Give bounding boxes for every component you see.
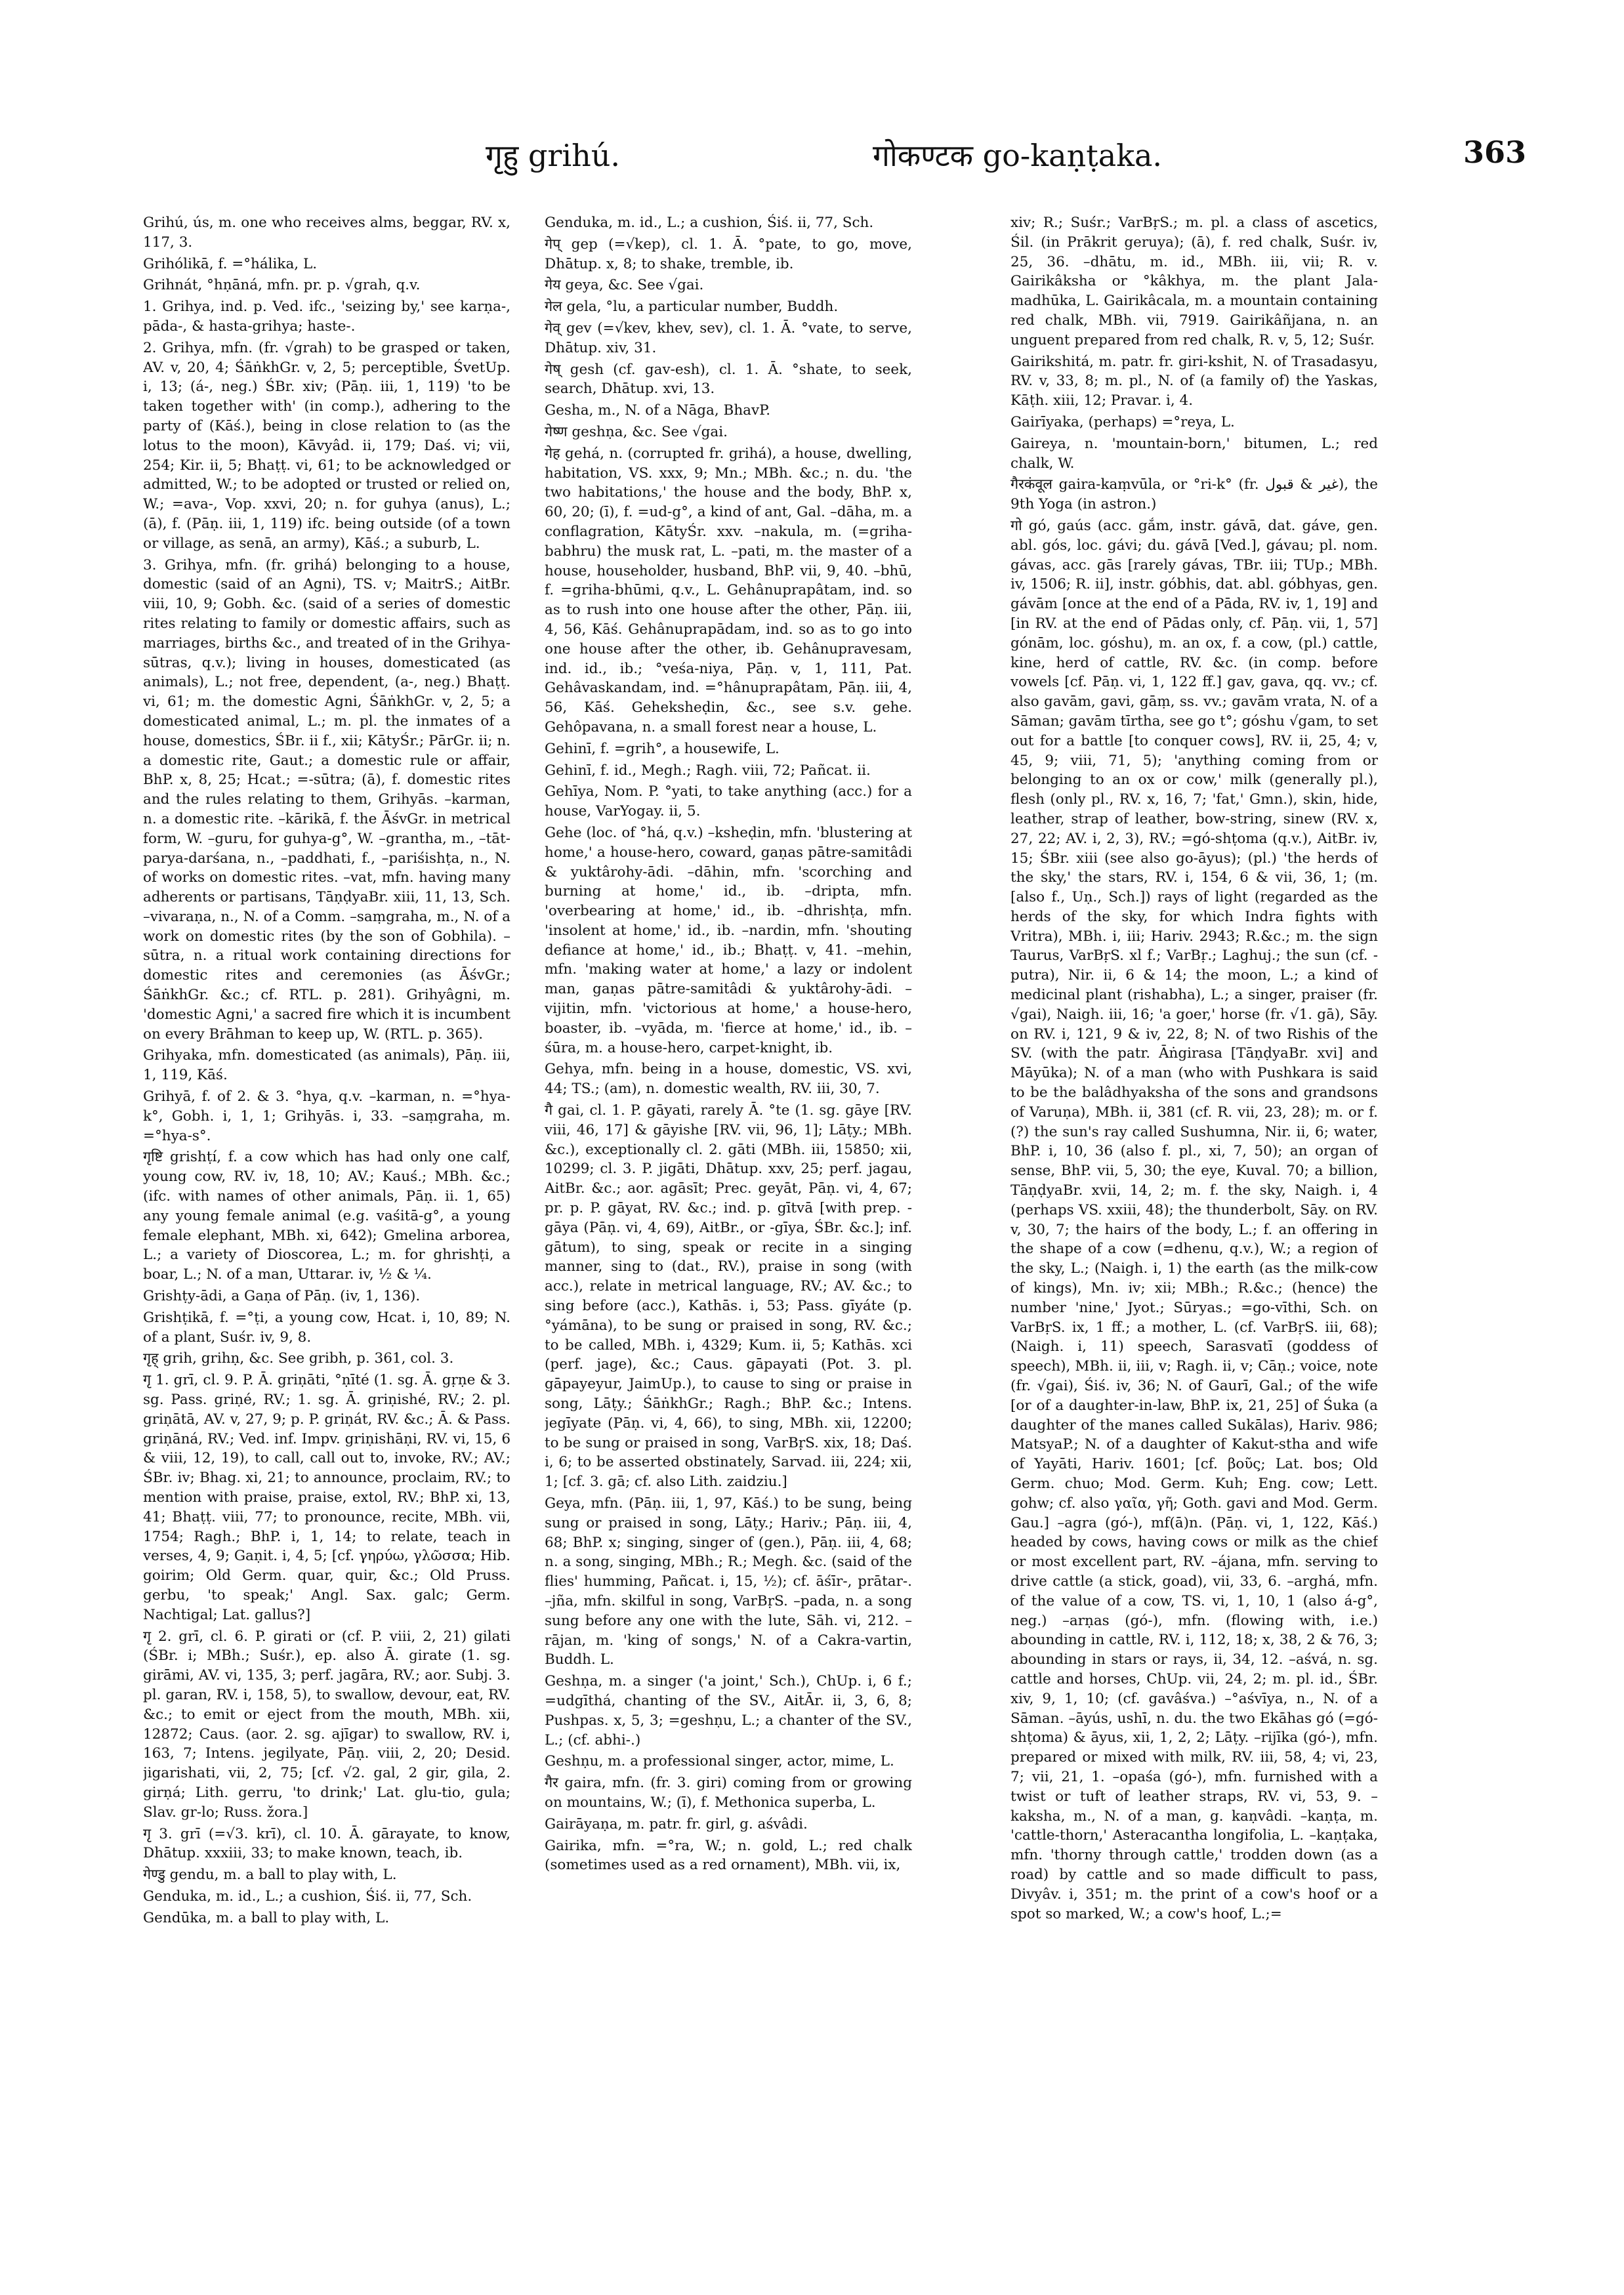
column-2 (545, 213, 912, 2221)
dictionary-entry: गेह gehá, n. (corrupted fr. grihá), a house, dwelling, habitation, VS. xxx, 9; Mn.; MBh. &c.; n. du. 'the two habitations,' the house and the body, BhP. x, 60, 20; (ī), f. =ud-g°, a kind of ant, Gal. –dāha, m. a conflagration, KātyŚr. xxv. –nakula, m. (=griha-babhru) the musk rat, L. –pati, m. the master of a house, householder, husband, BhP. vii, 9, 40. –bhū, f. =griha-bhūmi, q.v., L. Gehânuprapâtam, ind. so as to rush into one house after the other, Pāṇ. iii, 4, 56, Kāś. Gehânuprapādam, ind. so as to go into one house after the other, ib. Gehânupravesam, ind. id., ib.; °veśa-niya, Pāṇ. v, 1, 111, Pat. Gehâvaskandam, ind. =°hânuprapâtam, Pāṇ. iii, 4, 56, Kāś. Geheksheḍin, &c., see s.v. gehe. Gehôpavana, n. a small forest near a house, L. (545, 445, 912, 735)
dictionary-entry: Gairīyaka, (perhaps) =°reya, L. (1010, 413, 1235, 430)
column-3 (1010, 213, 1378, 2221)
dictionary-entry: गेय geya, &c. See √gai. (545, 277, 704, 294)
dictionary-entry: गेव् gev (=√kev, khev, sev), cl. 1. Ā. °vate, to serve, Dhātup. xiv, 31. (545, 320, 912, 356)
dictionary-entry: 2. Grihya, mfn. (fr. √grah) to be grasped or taken, AV. v, 20, 4; ŚāṅkhGr. v, 2, 5; perceptible, ŚvetUp. i, 13; (á-, neg.) ŚBr. xiv; (Pāṇ. iii, 1, 119) 'to be taken together with' (in comp.), adhering to the party of (Kāś.), being in close relation to (as the lotus to the moon), Kāvyâd. ii, 179; Daś. vi; vii, 254; Kir. ii, 5; Bhaṭṭ. vi, 61; to be acknowledged or admitted, W.; to be adopted or trusted or relied on, W.; =ava-, Vop. xxvi, 20; n. for guhya (anus), L.; (ā), f. (Pāṇ. iii, 1, 119) ifc. being outside (of a town or village, as senā, an army), Kāś.; a suburb, L. (143, 339, 510, 552)
dictionary-entry: Grihú, ús, m. one who receives alms, beggar, RV. x, 117, 3. (143, 215, 510, 251)
dictionary-entry: Geshṇa, m. a singer ('a joint,' Sch.), ChUp. i, 6 f.; =udgīthá, chanting of the SV., AitĀr. ii, 3, 6, 8; Pushpas. x, 5, 3; =geshṇu, L.; a chanter of the SV., L.; (cf. abhi-.) (545, 1673, 912, 1748)
dictionary-entry: 1. Grihya, ind. p. Ved. ifc., 'seizing by,' see karṇa-, pāda-, & hasta-grihya; haste-. (143, 299, 510, 335)
dictionary-entry: Gairikshitá, m. patr. fr. giri-kshit, N. of Trasadasyu, RV. v, 33, 8; m. pl., N. of (a family of) the Yaskas, Kāṭh. xiii, 12; Pravar. i, 4. (1010, 353, 1378, 409)
dictionary-entry: गो gó, gaús (acc. gắm, instr. gávā, dat. gáve, gen. abl. gós, loc. gávi; du. gávā [Ved.], gávau; pl. nom. gávas, acc. gās [rarely gávas, TBr. iii; TUp.; MBh. iv, 1506; R. ii], instr. góbhis, dat. abl. góbhyas, gen. gávām [once at the end of a Pāda, RV. iv, 1, 19] and [in RV. at the end of Pādas only, cf. Pāṇ. vii, 1, 57] gónām, loc. góshu), m. an ox, f. a cow, (pl.) cattle, kine, herd of cattle, RV. &c. (in comp. before vowels [cf. Pāṇ. vi, 1, 122 ff.] gav, gava, qq. vv.; cf. also gavām, gavi, gāṃ, ss. vv.; gavām vrata, N. of a Sāman; gavām tīrtha, see go t°; góshu √gam, to set out for a battle [to conquer cows], RV. ii, 25, 4; v, 45, 9; viii, 71, 5); 'anything coming from or belonging to an ox or cow,' milk (generally pl.), flesh (only pl., RV. x, 16, 7; 'fat,' Gmn.), skin, hide, leather, strap of leather, bow-string, sinew (RV. x, 27, 22; AV. i, 2, 3), RV.; =gó-shṭoma (q.v.), AitBr. iv, 15; ŚBr. xiii (see also go-āyus); (pl.) 'the herds of the sky,' the stars, RV. i, 154, 6 & vii, 36, 1; (m. [also f., Uṇ., Sch.]) rays of light (regarded as the herds of the sky, for which Indra fights with Vritra), MBh. i, iii; Hariv. 2943; R.&c.; m. the sign Taurus, VarBṛS. xl f.; VarBṛ.; Laghuj.; the sun (cf. -putra), Nir. ii, 6 & 14; the moon, L.; a kind of medicinal plant (rishabha), L.; a singer, praiser (fr. √gai), Naigh. iii, 16; 'a goer,' horse (fr. √1. gā), Sāy. on RV. i, 121, 9 & iv, 22, 8; N. of two Rishis of the SV. (with the patr. Āṅgirasa [TāṇḍyaBr. xvi] and Māyūka); N. of a man (who with Pushkara is said to be the balâdhyaksha of the sons and grandsons of Varuṇa), MBh. ii, 381 (cf. R. vii, 23, 28); m. or f. (?) the sun's ray called Sushumna, Nir. ii, 6; water, BhP. i, 10, 36 (also f. pl., xi, 7, 50); an organ of sense, BhP. vii, 5, 30; the eye, Kuval. 70; a billion, TāṇḍyaBr. xvii, 14, 2; m. f. the sky, Naigh. i, 4 (perhaps VS. xxiii, 48); the thunderbolt, Sāy. on RV. v, 30, 7; the hairs of the body, L.; f. an offering in the shape of a cow (=dhenu, q.v.), W.; a region of the sky, L.; (Naigh. i, 1) the earth (as the milk-cow of kings), Mn. iv; xii; MBh.; R.&c.; (hence) the number 'nine,' Jyot.; Sūryas.; =go-vīthi, Sch. on VarBṛS. ix, 1 ff.; a mother, L. (cf. VarBṛS. iii, 68); (Naigh. i, 11) speech, Sarasvatī (goddess of speech), MBh. ii, iii, v; Ragh. ii, v; Cāṇ.; voice, note (fr. √gai), Śiś. iv, 36; N. of Gaurī, Gal.; of the wife [or of a daughter-in-law, BhP. ix, 21, 25] of Śuka (a daughter of the manes called Sukālas), Hariv. 986; MatsyaP.; N. of a daughter of Kakut-stha and wife of Yayāti, Hariv. 1601; [cf. βοῦς; Lat. bos; Old Germ. chuo; Mod. Germ. Kuh; Eng. cow; Lett. gohw; cf. also γαῖα, γῆ; Goth. gavi and Mod. Germ. Gau.] –agra (gó-), mf(ā)n. (Pāṇ. vi, 1, 122, Kāś.) headed by cows, having cows or milk as the chief or most excellent part, RV. –ájana, mfn. serving to drive cattle (a stick, goad), vii, 33, 6. –arghá, mfn. of the value of a cow, TS. vi, 1, 10, 1 (also á-g°, neg.) –arṇas (gó-), mfn. (flowing with, i.e.) abounding in cattle, RV. i, 112, 18; x, 38, 2 & 76, 3; abounding in stars or rays, ii, 34, 12. –aśvá, n. sg. cattle and horses, ChUp. vii, 24, 2; m. pl. id., ŚBr. xiv, 9, 1, 10; (cf. gavâśva.) –°aśvīya, n., N. of a Sāman. –āyús, ushī, n. du. the two Ekāhas gó (=gó-shṭoma) & āyus, xii, 1, 2, 2; Lāṭy. –rijīka (gó-), mfn. prepared or mixed with milk, RV. iii, 58, 4; vi, 23, 7; vii, 21, 1. –opaśa (gó-), mfn. furnished with a twist or tuft of leather straps, RV. vi, 53, 9. –kaksha, m., N. of a man, g. kaṇvâdi. –kaṇṭa, m. 'cattle-thorn,' Asteracantha longifolia, L. –kaṇṭaka, mfn. 'thorny through cattle,' trodden down (as a road) by cattle and so made difficult to pass, Divyâv. i, 351; m. the print of a cow's hoof or a spot so marked, W.; a cow's hoof, L.;= (1010, 517, 1378, 1922)
dictionary-entry: गृष्टि grishṭí, f. a cow which has had only one calf, young cow, RV. iv, 18, 10; AV.; Kauś.; MBh. &c.; (ifc. with names of other animals, Pāṇ. ii. 1, 65) any young female animal (e.g. vaśitā-g°, a young female elephant, MBh. xi, 642); Gmelina arborea, L.; a variety of Dioscorea, L.; m. for ghrishṭi, a boar, L.; N. of a man, Uttarar. iv, ½ & ¼. (143, 1149, 510, 1283)
dictionary-entry: Grihyaka, mfn. domesticated (as animals), Pāṇ. iii, 1, 119, Kāś. (143, 1047, 510, 1084)
dictionary-entry: Geya, mfn. (Pāṇ. iii, 1, 97, Kāś.) to be sung, being sung or praised in song, Lāṭy.; Hariv.; Pāṇ. iii, 4, 68; BhP. x; singing, singer of (gen.), Pāṇ. iii, 4, 68; n. a song, singing, MBh.; R.; Megh. &c. (said of the flies' humming, Pañcat. i, 15, ½); cf. āśīr-, prātar-. –jña, mfn. skilful in song, VarBṛS. –pada, n. a song sung before any one with the lute, Sāh. vi, 212. –rājan, m. 'king of songs,' N. of a Cakra-vartin, Buddh. L. (545, 1495, 912, 1668)
dictionary-entry: गै gai, cl. 1. P. gāyati, rarely Ā. °te (1. sg. gāye [RV. viii, 46, 17] & gāyishe [RV. vii, 96, 1]; Lāṭy.; MBh. &c.), exceptionally cl. 2. gāti (MBh. iii, 15850; xii, 10299; cl. 3. P. jigāti, Dhātup. xxv, 25; perf. jagau, AitBr. &c.; aor. agāsīt; Prec. geyāt, Pāṇ. vi, 4, 67; pr. p. P. gāyat, RV. &c.; ind. p. gītvā [with prep. -gāya (Pāṇ. vi, 4, 69), AitBr., or -gīya, ŚBr. &c.]; inf. gātum), to sing, speak or recite in a singing manner, sing to (dat., RV.), praise in song (with acc.), relate in metrical language, RV.; AV. &c.; to sing before (acc.), Kathās. i, 53; Pass. gīyáte (p. °yámāna), to be sung or praised in song, RV. &c.; to be called, MBh. i, 4329; Kum. ii, 5; Kathās. xci (perf. jage), &c.; Caus. gāpayati (Pot. 3. pl. gāpayeyur, JaimUp.), to cause to sing or praise in song, Lāṭy.; ŚāṅkhGr.; Ragh.; BhP. &c.; Intens. jegīyate (Pāṇ. vi, 4, 66), to sing, MBh. xii, 12200; to be sung or praised in song, VarBṛS. xix, 18; Daś. i, 6; to be asserted obstinately, Sarvad. iii, 224; xii, 1; [cf. 3. gā; cf. also Lith. zaidziu.] (545, 1102, 912, 1491)
dictionary-entry: गेण्डु gendu, m. a ball to play with, L. (143, 1867, 397, 1884)
dictionary-entry: गैर gaira, mfn. (fr. 3. giri) coming from or growing on mountains, W.; (ī), f. Methonica superba, L. (545, 1775, 912, 1811)
page-number: 363 (1463, 134, 1527, 170)
dictionary-entry: गृ 3. grī (=√3. krī), cl. 10. Ā. gārayate, to know, Dhātup. xxxiii, 33; to make known, teach, ib. (143, 1825, 510, 1862)
dictionary-entry: Genduka, m. id., L.; a cushion, Śiś. ii, 77, Sch. (143, 1888, 472, 1905)
dictionary-entry: गेप् gep (=√kep), cl. 1. Ā. °pate, to go, move, Dhātup. x, 8; to shake, tremble, ib. (545, 236, 912, 272)
dictionary-entry: xiv; R.; Suśr.; VarBṛS.; m. pl. a class of ascetics, Śil. (in Prākrit geruya); (ā), f. red chalk, Suśr. iv, 25, 36. –dhātu, m. id., MBh. iii, vii; R. v. Gairikâksha or °kâkhya, m. the plant Jala-madhūka, L. Gairikâcala, m. a mountain containing red chalk, MBh. vii, 7919. Gairikâñjana, n. an unguent prepared from red chalk, R. v, 5, 12; Suśr. (1010, 215, 1378, 348)
dictionary-entry: Gehe (loc. of °há, q.v.) –ksheḍin, mfn. 'blustering at home,' a house-hero, coward, gaṇas pātre-samitâdi & yuktârohy-ādi. –dāhin, mfn. 'scorching and burning at home,' id., ib. –dripta, mfn. 'overbearing at home,' id., ib. –dhrishṭa, mfn. 'insolent at home,' id., ib. –nardin, mfn. 'shouting defiance at home,' id., ib.; Bhaṭṭ. v, 41. –mehin, mfn. 'making water at home,' a lazy or indolent man, gaṇas pātre-samitâdi & yuktârohy-ādi. –vijitin, mfn. 'victorious at home,' a house-hero, boaster, ib. –vyāda, m. 'fierce at home,' id., ib. –śūra, m. a house-hero, carpet-knight, ib. (545, 824, 912, 1056)
dictionary-entry: Gairāyaṇa, m. patr. fr. girl, g. aśvâdi. (545, 1815, 808, 1832)
column-1 (143, 213, 510, 2221)
dictionary-entry: गृ 1. grī, cl. 9. P. Ā. griṇāti, °ṇīté (1. sg. Ā. gṛṇe & 3. sg. Pass. griṇé, RV.; 1. sg. Ā. griṇishé, RV.; 2. pl. griṇātā, AV. v, 27, 9; p. P. griṇát, RV. &c.; Ā. & Pass. griṇāná, RV.; Ved. inf. Impv. griṇishāṇi, RV. vi, 15, 6 & viii, 12, 19), to call, call out to, invoke, RV.; AV.; ŚBr. iv; Bhag. xi, 21; to announce, proclaim, RV.; to mention with praise, praise, extol, RV.; BhP. xi, 13, 41; Bhaṭṭ. viii, 77; to pronounce, recite, MBh. vii, 1754; Ragh.; BhP. i, 1, 14; to relate, teach in verses, 4, 9; Gaṇit. i, 4, 5; [cf. γηρύω, γλῶσσα; Hib. goirim; Old Germ. quar, quir, &c.; Old Pruss. gerbu, 'to speak;' Angl. Sax. galc; Germ. Nachtigal; Lat. gallus?] (143, 1372, 510, 1623)
dictionary-entry: Grihólikā, f. =°hálika, L. (143, 255, 318, 272)
dictionary-entry: गृह् grih, grihṇ, &c. See gribh, p. 361, col. 3. (143, 1350, 454, 1367)
header-left-guideword: गृहु grihú. (486, 138, 620, 173)
dictionary-entry: Gairika, mfn. =°ra, W.; n. gold, L.; red chalk (sometimes used as a red ornament), MBh. vii, ix, (545, 1837, 912, 1874)
page-header (0, 134, 1624, 187)
dictionary-entry: Gehya, mfn. being in a house, domestic, VS. xvi, 44; TS.; (am), n. domestic wealth, RV. iii, 30, 7. (545, 1061, 912, 1098)
dictionary-entry: Grishṭy-ādi, a Gaṇa of Pāṇ. (iv, 1, 136). (143, 1288, 421, 1305)
dictionary-entry: Grihyā, f. of 2. & 3. °hya, q.v. –karman, n. =°hya-k°, Gobh. i, 1, 1; Grihyās. i, 33. –saṃgraha, m. =°hya-s°. (143, 1088, 510, 1144)
dictionary-entry: गेल gela, °lu, a particular number, Buddh. (545, 299, 839, 316)
dictionary-entry: Gehinī, f. id., Megh.; Ragh. viii, 72; Pañcat. ii. (545, 762, 871, 779)
dictionary-entry: Gaireya, n. 'mountain-born,' bitumen, L.; red chalk, W. (1010, 435, 1378, 472)
dictionary-entry: Gendūka, m. a ball to play with, L. (143, 1909, 390, 1926)
dictionary-entry: Gehīya, Nom. P. °yati, to take anything (acc.) for a house, VarYogay. ii, 5. (545, 783, 912, 820)
dictionary-entry: Genduka, m. id., L.; a cushion, Śiś. ii, 77, Sch. (545, 215, 874, 231)
header-center-guideword: गोकण्टक go-kaṇṭaka. (873, 138, 1163, 173)
dictionary-entry: 3. Grihya, mfn. (fr. grihá) belonging to a house, domestic (said of an Agni), TS. v; MaitrS.; AitBr. viii, 10, 9; Gobh. &c. (said of a series of domestic rites relating to family or domestic affairs, such as marriages, births &c., and treated of in the Grihya-sūtras, q.v.); living in houses, domesticated (as animals), L.; not free, dependent, (a-, neg.) Bhaṭṭ. vi, 61; m. the domestic Agni, ŚāṅkhGr. v, 2, 5; a domesticated animal, L.; m. pl. the inmates of a house, domestics, ŚBr. ii f., xii; KātyŚr.; PārGr. ii; n. a domestic rite, Gaut.; a domestic rule or affair, BhP. x, 8, 25; Hcat.; =-sūtra; (ā), f. domestic rites and the rules relating to them, Grihyās. –karman, n. a domestic rite. –kārikā, f. the ĀśvGr. in metrical form, W. –guru, for guhya-g°, W. –grantha, m., –tāt-parya-darśana, n., –paddhati, f., –pariśishṭa, n., N. of works on domestic rites. –vat, mfn. having many adherents or partisans, TāṇḍyaBr. xiii, 11, 13, Sch. –vivaraṇa, n., N. of a Comm. –saṃgraha, m., N. of a work on domestic rites (by the son of Gobhila). –sūtra, n. a ritual work containing directions for domestic rites and ceremonies (as ĀśvGr.; ŚāṅkhGr. &c.; cf. RTL. p. 281). Grihyâgni, m. 'domestic Agni,' a sacred fire which it is incumbent on every Brāhman to keep up, W. (RTL. p. 365). (143, 556, 510, 1043)
dictionary-entry: Grishṭikā, f. =°ṭi, a young cow, Hcat. i, 10, 89; N. of a plant, Suśr. iv, 9, 8. (143, 1309, 510, 1346)
dictionary-entry: गेष् gesh (cf. gav-esh), cl. 1. Ā. °shate, to seek, search, Dhātup. xvi, 13. (545, 361, 912, 398)
dictionary-entry: Gehinī, f. =grih°, a housewife, L. (545, 740, 780, 757)
dictionary-entry: Geshṇu, m. a professional singer, actor, mime, L. (545, 1753, 894, 1770)
dictionary-entry: गैरकंवूल gaira-kaṃvūla, or °ri-k° (fr. غير & قبول), the 9th Yoga (in astron.) (1010, 476, 1378, 513)
dictionary-entry: Gesha, m., N. of a Nāga, BhavP. (545, 402, 771, 419)
dictionary-entry: गृ 2. grī, cl. 6. P. girati or (cf. P. viii, 2, 21) gilati (ŚBr. i; MBh.; Suśr.), ep. also Ā. girate (1. sg. girāmi, AV. vi, 135, 3; perf. jagāra, RV.; aor. Subj. 3. pl. garan, RV. i, 158, 5), to swallow, devour, eat, RV. &c.; to emit or eject from the mouth, MBh. xii, 12872; Caus. (aor. 2. sg. ajīgar) to swallow, RV. i, 163, 7; Intens. jegilyate, Pāṇ. viii, 2, 20; Desid. jigarishati, vii, 2, 75; [cf. √2. gal, 2 gir, gila, 2. girṇá; Lith. gerru, 'to drink;' Lat. glu-tio, gula; Slav. gr-lo; Russ. žora.] (143, 1628, 510, 1821)
dictionary-entry: Grihnát, °hṇāná, mfn. pr. p. √grah, q.v. (143, 277, 421, 294)
dictionary-entry: गेष्ण geshṇa, &c. See √gai. (545, 423, 728, 440)
